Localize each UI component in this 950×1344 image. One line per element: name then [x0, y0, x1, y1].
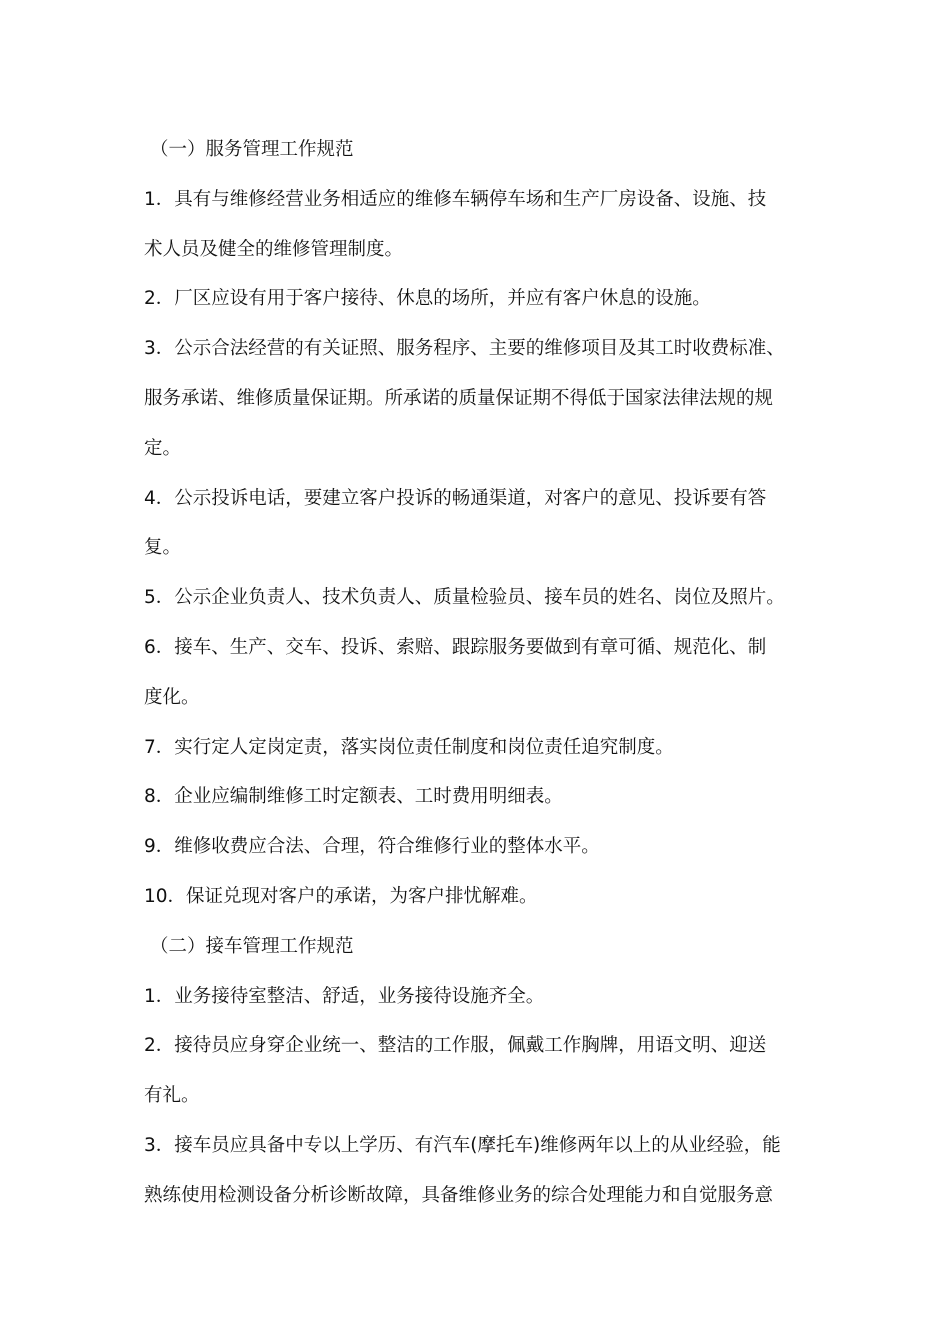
paragraph-line: 复。 — [144, 537, 182, 559]
paragraph-line: 10．保证兑现对客户的承诺，为客户排忧解难。 — [144, 885, 538, 907]
paragraph-line: 9．维修收费应合法、合理，符合维修行业的整体水平。 — [144, 836, 600, 858]
paragraph-line: 6．接车、生产、交车、投诉、索赔、跟踪服务要做到有章可循、规范化、制 — [144, 636, 767, 658]
paragraph-line: 度化。 — [144, 686, 200, 708]
paragraph-line: 2．厂区应设有用于客户接待、休息的场所，并应有客户休息的设施。 — [144, 288, 711, 310]
paragraph-line: 定。 — [144, 437, 182, 459]
paragraph-line: 4．公示投诉电话，要建立客户投诉的畅通渠道，对客户的意见、投诉要有答 — [144, 487, 767, 509]
paragraph-line: 术人员及健全的维修管理制度。 — [144, 238, 404, 260]
paragraph-line: 5．公示企业负责人、技术负责人、质量检验员、接车员的姓名、岗位及照片。 — [144, 587, 785, 609]
paragraph-line: 熟练使用检测设备分析诊断故障，具备维修业务的综合处理能力和自觉服务意 — [144, 1184, 774, 1206]
paragraph-line: 8．企业应编制维修工时定额表、工时费用明细表。 — [144, 786, 563, 808]
paragraph-line: 1．业务接待室整洁、舒适，业务接待设施齐全。 — [144, 985, 545, 1007]
section-heading-service-management: （一）服务管理工作规范 — [150, 139, 354, 160]
paragraph-line: 7．实行定人定岗定责，落实岗位责任制度和岗位责任追究制度。 — [144, 736, 674, 758]
paragraph-line: 3．接车员应具备中专以上学历、有汽车(摩托车)维修两年以上的从业经验，能 — [144, 1134, 781, 1156]
paragraph-line: 有礼。 — [144, 1085, 200, 1107]
paragraph-line: 服务承诺、维修质量保证期。所承诺的质量保证期不得低于国家法律法规的规 — [144, 387, 774, 409]
paragraph-line: 2．接待员应身穿企业统一、整洁的工作服，佩戴工作胸牌，用语文明、迎送 — [144, 1035, 767, 1057]
section-heading-reception-management: （二）接车管理工作规范 — [150, 935, 354, 957]
document-body — [144, 125, 816, 1221]
paragraph-line: 3．公示合法经营的有关证照、服务程序、主要的维修项目及其工时收费标准、 — [144, 338, 785, 360]
paragraph-line: 1．具有与维修经营业务相适应的维修车辆停车场和生产厂房设备、设施、技 — [144, 188, 767, 210]
